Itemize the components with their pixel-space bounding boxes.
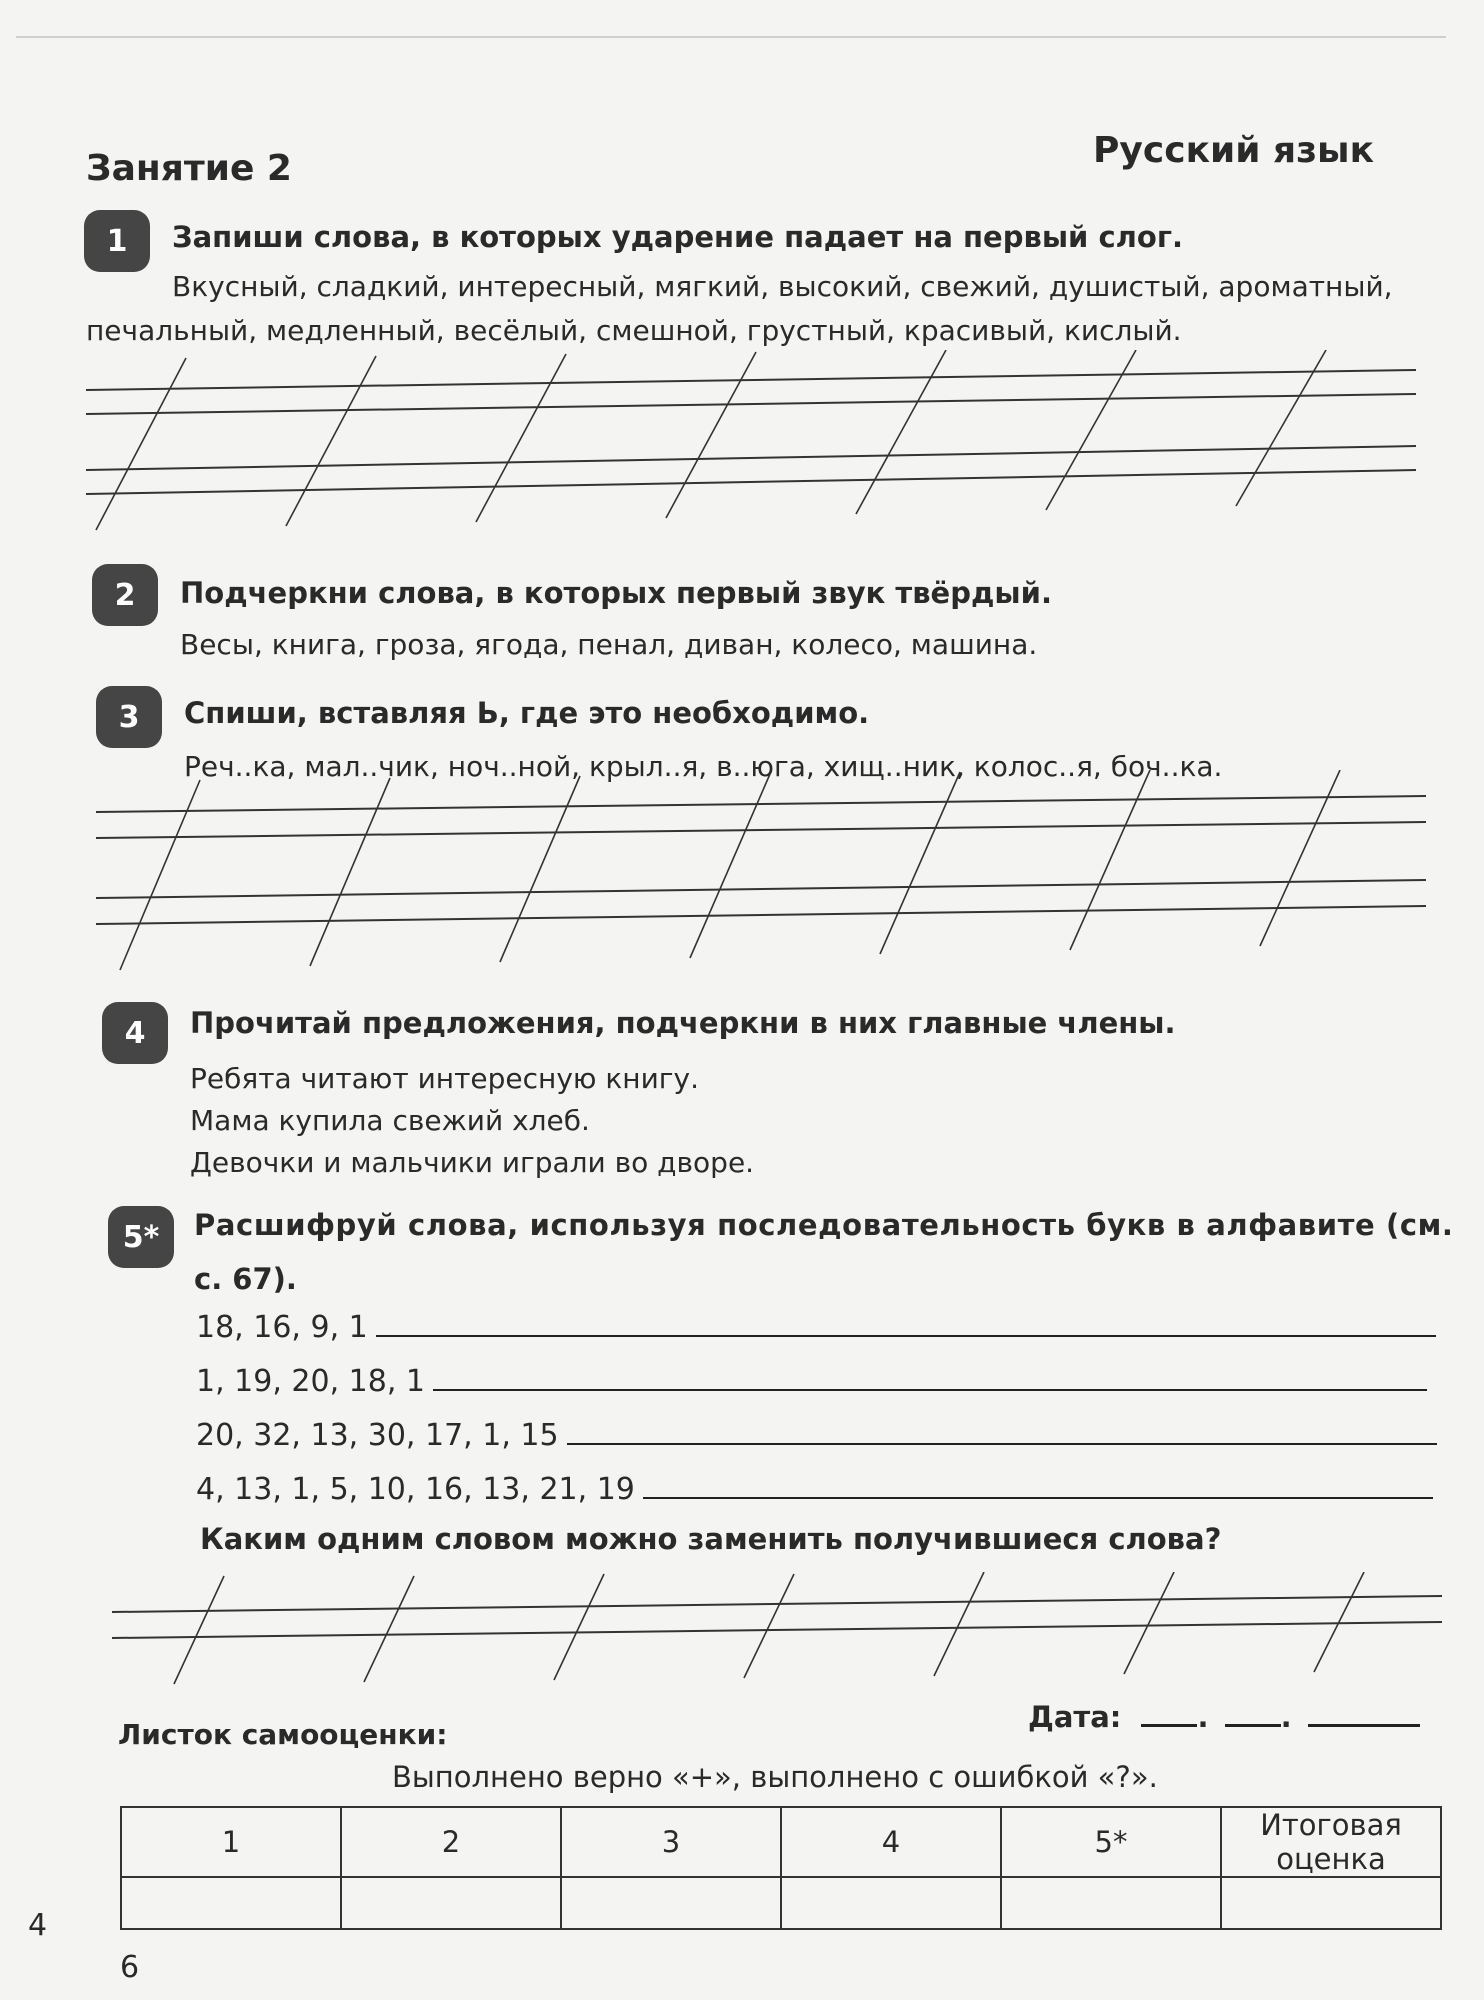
page-number-left: 4 xyxy=(28,1908,48,1943)
score-cell[interactable] xyxy=(781,1877,1001,1929)
table-header-cell: Итоговая оценка xyxy=(1221,1807,1441,1877)
cipher-code: 4, 13, 1, 5, 10, 16, 13, 21, 19 xyxy=(196,1472,635,1507)
task-heading: Подчеркни слова, в которых первый звук твёрдый. xyxy=(180,576,1052,610)
task-text: Мама купила свежий хлеб. xyxy=(190,1104,590,1137)
assessment-legend: Выполнено верно «+», выполнено с ошибкой «?». xyxy=(392,1760,1158,1794)
self-assessment-table xyxy=(120,1806,1442,1930)
score-cell[interactable] xyxy=(121,1877,341,1929)
task-heading: Расшифруй слова, используя последовательность букв в алфавите (см. xyxy=(194,1208,1454,1242)
cipher-code: 1, 19, 20, 18, 1 xyxy=(196,1364,425,1399)
task-heading: Спиши, вставляя Ь, где это необходимо. xyxy=(184,696,870,730)
writing-lines[interactable] xyxy=(96,770,1426,980)
score-cell[interactable] xyxy=(1221,1877,1441,1929)
task-number-badge: 4 xyxy=(102,1002,168,1064)
answer-line[interactable] xyxy=(643,1497,1433,1499)
date-separator: . xyxy=(1197,1700,1209,1734)
table-header-cell: 3 xyxy=(561,1807,781,1877)
answer-line[interactable] xyxy=(376,1335,1436,1337)
answer-line[interactable] xyxy=(433,1389,1427,1391)
date-label: Дата: xyxy=(1028,1700,1122,1734)
subject-title: Русский язык xyxy=(1093,130,1374,171)
date-year-line[interactable] xyxy=(1308,1724,1420,1727)
task-text: Ребята читают интересную книгу. xyxy=(190,1062,699,1095)
writing-lines[interactable] xyxy=(86,350,1416,540)
self-assessment-title: Листок самооценки: xyxy=(118,1718,448,1751)
task-text: Реч..ка, мал..чик, ноч..ной, крыл..я, в..юга, хищ..ник, колос..я, боч..ка. xyxy=(184,750,1223,783)
task-text: Весы, книга, гроза, ягода, пенал, диван, колесо, машина. xyxy=(180,628,1038,661)
cipher-row xyxy=(196,1472,1433,1507)
score-cell[interactable] xyxy=(1001,1877,1221,1929)
task-heading: с. 67). xyxy=(194,1262,297,1296)
task-number-badge: 2 xyxy=(92,564,158,626)
table-header-cell: 4 xyxy=(781,1807,1001,1877)
table-row xyxy=(121,1877,1441,1929)
score-cell[interactable] xyxy=(561,1877,781,1929)
cipher-code: 20, 32, 13, 30, 17, 1, 15 xyxy=(196,1418,559,1453)
page-number: 6 xyxy=(120,1950,140,1985)
cipher-code: 18, 16, 9, 1 xyxy=(196,1310,368,1345)
task-number-badge: 3 xyxy=(96,686,162,748)
date-separator: . xyxy=(1280,1700,1292,1734)
task-text: печальный, медленный, весёлый, смешной, грустный, красивый, кислый. xyxy=(86,314,1182,347)
task-question: Каким одним словом можно заменить получившиеся слова? xyxy=(200,1522,1222,1556)
date-month-line[interactable] xyxy=(1225,1724,1281,1727)
cipher-row xyxy=(196,1364,1427,1399)
cipher-row xyxy=(196,1418,1437,1453)
task-text: Вкусный, сладкий, интересный, мягкий, высокий, свежий, душистый, ароматный, xyxy=(172,270,1393,303)
date-day-line[interactable] xyxy=(1141,1724,1197,1727)
lesson-title: Занятие 2 xyxy=(86,148,292,189)
task-heading: Запиши слова, в которых ударение падает на первый слог. xyxy=(172,220,1183,254)
table-header-cell: 5* xyxy=(1001,1807,1221,1877)
table-header-row xyxy=(121,1807,1441,1877)
cipher-row xyxy=(196,1310,1436,1345)
task-number-badge: 1 xyxy=(84,210,150,272)
writing-lines[interactable] xyxy=(112,1572,1442,1692)
score-cell[interactable] xyxy=(341,1877,561,1929)
top-rule xyxy=(16,36,1446,38)
task-text: Девочки и мальчики играли во дворе. xyxy=(190,1146,755,1179)
answer-line[interactable] xyxy=(567,1443,1437,1445)
task-number-badge: 5* xyxy=(108,1206,174,1268)
table-header-cell: 1 xyxy=(121,1807,341,1877)
date-field[interactable] xyxy=(1028,1700,1420,1734)
task-heading: Прочитай предложения, подчеркни в них главные члены. xyxy=(190,1006,1176,1040)
table-header-cell: 2 xyxy=(341,1807,561,1877)
